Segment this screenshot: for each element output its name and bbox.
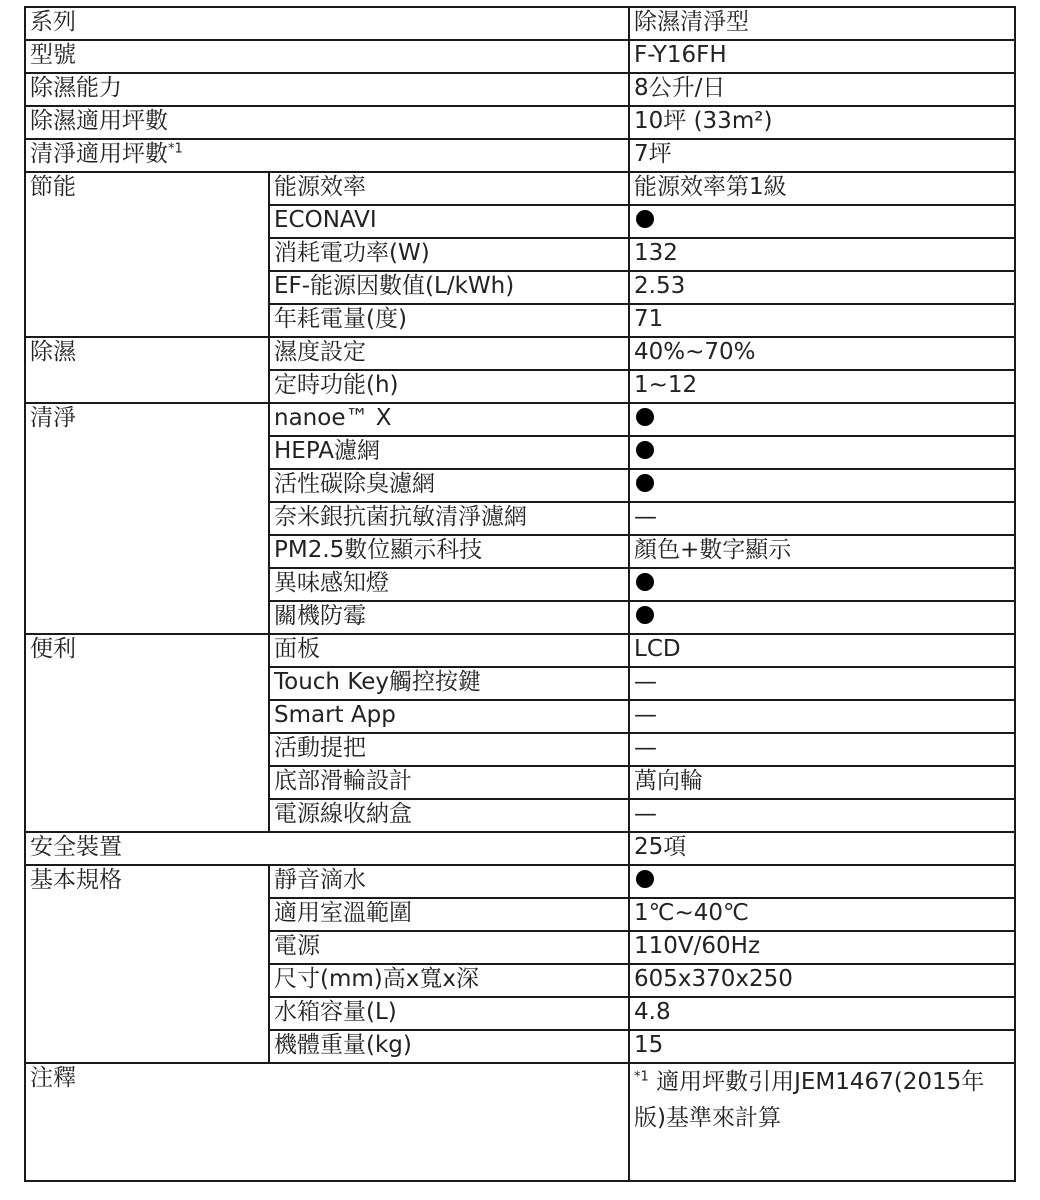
safety-category [25,832,629,865]
row-category [25,106,629,139]
spec-value [629,601,1015,634]
spec-label [269,997,629,1030]
table-row [25,106,1015,139]
spec-value [629,997,1015,1030]
spec-label-text: Smart App [274,702,396,728]
spec-label [269,667,629,700]
spec-label [269,733,629,766]
spec-value-text: 1~12 [634,372,698,398]
spec-label [269,964,629,997]
row-category-text: 型號 [30,42,76,68]
spec-value-text: 71 [634,306,664,332]
group-category-text: 基本規格 [30,867,122,893]
spec-value [629,898,1015,931]
table-row [25,73,1015,106]
spec-label [269,271,629,304]
table-row [25,139,1015,172]
table-row [25,172,1015,205]
spec-value [629,964,1015,997]
spec-label [269,502,629,535]
safety-value [629,832,1015,865]
spec-label-text: 電源線收納盒 [274,801,412,827]
group-category [25,172,269,337]
spec-label-text: PM2.5數位顯示科技 [274,537,483,563]
spec-label-text: 尺寸(mm)高x寬x深 [274,966,479,992]
spec-value-text: 605x370x250 [634,966,793,992]
spec-label-text: 水箱容量(L) [274,999,397,1025]
footnote-mark: *1 [168,141,183,157]
spec-label [269,1030,629,1063]
row-category [25,40,629,73]
spec-label [269,568,629,601]
spec-label [269,436,629,469]
spec-label-text: 消耗電功率(W) [274,240,430,266]
spec-label-text: HEPA濾網 [274,438,380,464]
spec-label-text: ECONAVI [274,207,377,233]
row-category-text: 除濕適用坪數 [30,108,168,134]
row-category [25,139,629,172]
spec-value [629,271,1015,304]
group-category-text: 便利 [30,636,76,662]
table-row [25,1063,1015,1181]
group-category [25,403,269,634]
filled-circle-icon [636,408,654,426]
spec-label-text: EF-能源因數值(L/kWh) [274,273,515,299]
spec-label [269,205,629,238]
safety-value-text: 25項 [634,834,687,860]
row-category [25,73,629,106]
group-category [25,337,269,403]
spec-label [269,370,629,403]
spec-value-text: LCD [634,636,681,662]
spec-value-text: 1℃~40℃ [634,900,749,926]
spec-value [629,337,1015,370]
spec-value-text: 15 [634,1032,664,1058]
notes-text: 適用坪數引用JEM1467(2015年版)基準來計算 [634,1069,985,1131]
spec-value-text: 顏色+數字顯示 [634,537,792,563]
spec-value-text: 萬向輪 [634,768,703,794]
filled-circle-icon [636,474,654,492]
spec-label-text: 年耗電量(度) [274,306,407,332]
spec-value [629,304,1015,337]
spec-label [269,304,629,337]
spec-value-text: — [634,702,657,728]
spec-value [629,931,1015,964]
table-row [25,403,1015,436]
spec-label [269,469,629,502]
spec-value-text: 2.53 [634,273,686,299]
row-category-text: 清淨適用坪數 [30,141,168,167]
spec-label-text: 定時功能(h) [274,372,399,398]
row-category [25,7,629,40]
spec-value [629,469,1015,502]
spec-value [629,700,1015,733]
filled-circle-icon [636,210,654,228]
spec-value [629,733,1015,766]
spec-label-text: 關機防霉 [274,603,366,629]
spec-value [629,139,1015,172]
table-row [25,832,1015,865]
spec-label-text: nanoe™ X [274,405,392,431]
table-row [25,865,1015,898]
group-category [25,865,269,1063]
spec-label-text: 機體重量(kg) [274,1032,412,1058]
spec-value [629,568,1015,601]
spec-value [629,634,1015,667]
spec-label-text: 靜音滴水 [274,867,366,893]
notes-category [25,1063,629,1181]
spec-label [269,601,629,634]
spec-value [629,172,1015,205]
spec-label-text: 適用室溫範圍 [274,900,412,926]
spec-label-text: 面板 [274,636,320,662]
safety-category-text: 安全裝置 [30,834,122,860]
spec-value-text: — [634,504,657,530]
spec-table [24,6,1016,1182]
spec-label [269,535,629,568]
spec-value [629,865,1015,898]
spec-label-text: 奈米銀抗菌抗敏清淨濾網 [274,504,527,530]
filled-circle-icon [636,870,654,888]
spec-value-text: 10坪 (33m²) [634,108,773,134]
table-row [25,337,1015,370]
spec-value-text: 132 [634,240,678,266]
spec-label-text: 異味感知燈 [274,570,389,596]
group-category-text: 除濕 [30,339,76,365]
spec-value [629,1030,1015,1063]
spec-label [269,931,629,964]
notes-value [629,1063,1015,1181]
spec-label [269,634,629,667]
row-category-text: 系列 [30,9,76,35]
spec-value-text: 8公升/日 [634,75,726,101]
table-row [25,7,1015,40]
spec-value [629,436,1015,469]
spec-value [629,205,1015,238]
spec-label-text: 底部滑輪設計 [274,768,412,794]
table-row [25,634,1015,667]
spec-value-text: 除濕清淨型 [634,9,749,35]
spec-label [269,865,629,898]
spec-value [629,667,1015,700]
filled-circle-icon [636,606,654,624]
spec-value-text: 7坪 [634,141,672,167]
spec-label [269,337,629,370]
notes-category-text: 注釋 [30,1065,76,1091]
spec-value [629,7,1015,40]
footnote-mark: *1 [634,1069,649,1085]
spec-label-text: 濕度設定 [274,339,366,365]
spec-label-text: 活動提把 [274,735,366,761]
spec-label [269,766,629,799]
spec-value-text: 40%~70% [634,339,756,365]
table-row [25,40,1015,73]
spec-value [629,40,1015,73]
spec-label [269,403,629,436]
group-category [25,634,269,832]
spec-label-text: 能源效率 [274,174,366,200]
spec-value [629,106,1015,139]
spec-value [629,799,1015,832]
spec-value-text: 110V/60Hz [634,933,761,959]
spec-label [269,700,629,733]
spec-value [629,502,1015,535]
spec-value [629,73,1015,106]
spec-value [629,370,1015,403]
filled-circle-icon [636,441,654,459]
spec-table-body [25,7,1015,1181]
spec-label-text: 活性碳除臭濾網 [274,471,435,497]
group-category-text: 清淨 [30,405,76,431]
spec-value [629,403,1015,436]
spec-value-text: 能源效率第1級 [634,174,787,200]
spec-value [629,535,1015,568]
filled-circle-icon [636,573,654,591]
spec-value-text: — [634,801,657,827]
spec-label [269,898,629,931]
spec-label [269,238,629,271]
spec-label [269,172,629,205]
spec-label-text: Touch Key觸控按鍵 [274,669,482,695]
spec-value [629,238,1015,271]
spec-label-text: 電源 [274,933,320,959]
spec-value [629,766,1015,799]
spec-value-text: F-Y16FH [634,42,727,68]
spec-value-text: — [634,735,657,761]
group-category-text: 節能 [30,174,76,200]
spec-label [269,799,629,832]
spec-value-text: 4.8 [634,999,671,1025]
row-category-text: 除濕能力 [30,75,122,101]
spec-value-text: — [634,669,657,695]
